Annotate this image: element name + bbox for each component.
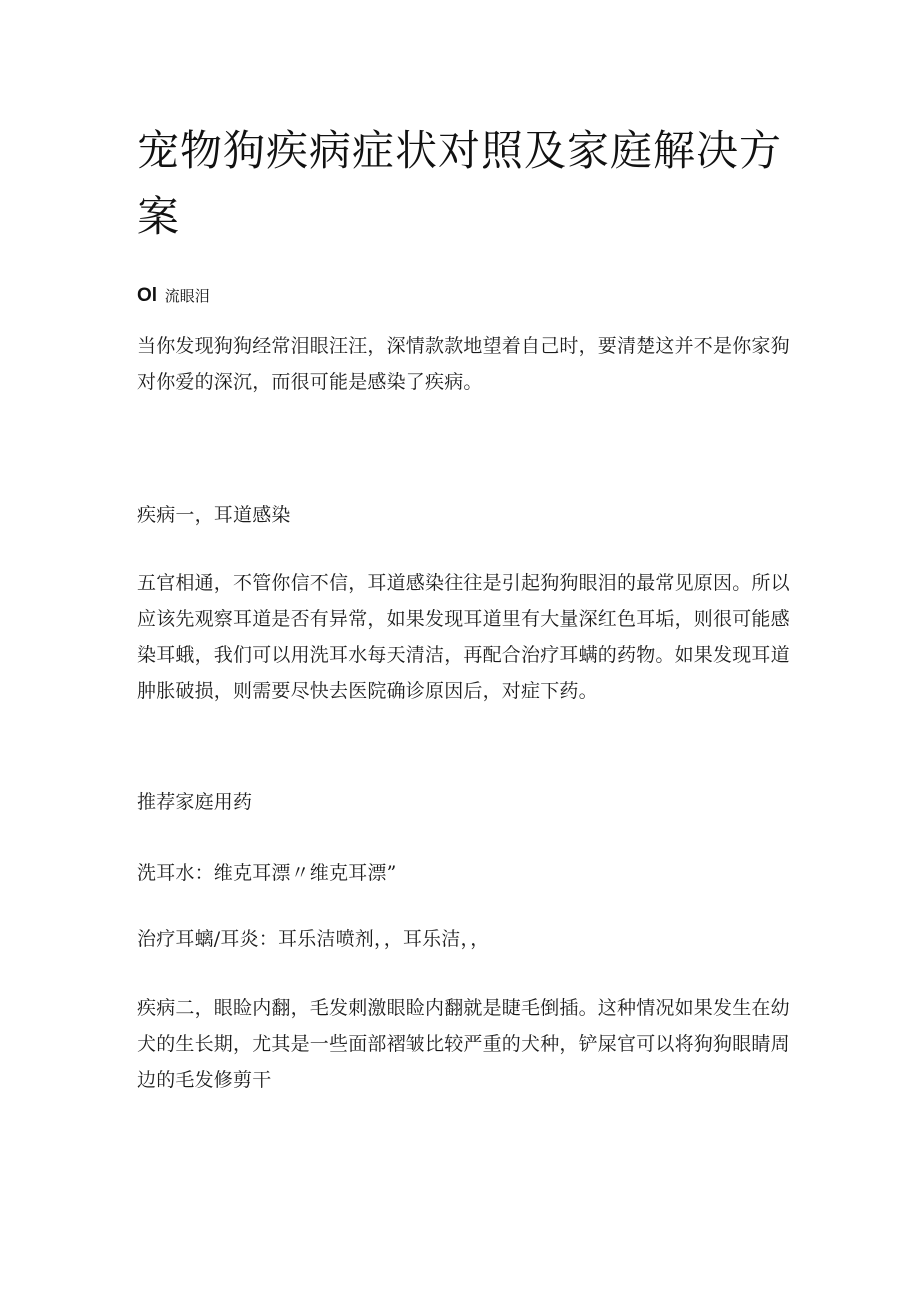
page-title: 宠物狗疾病症状对照及家庭解决方案	[137, 126, 783, 241]
section-number: Ol	[137, 285, 158, 306]
ear-mite-treatment-line: 治疗耳螭/耳炎：耳乐洁喷剂，，耳乐洁，，	[137, 928, 490, 950]
disease-two-paragraph: 疾病二，眼睑内翻，毛发刺激眼睑内翻就是睫毛倒插。这种情况如果发生在幼犬的生长期，尤其是一些面部褶皱比较严重的犬种，铲屎官可以将狗狗眼睛周边的毛发修剪干	[137, 997, 790, 1091]
intro-paragraph: 当你发现狗狗经常泪眼汪汪，深情款款地望着自己时，要清楚这并不是你家狗对你爱的深沉，而很可能是感染了疾病。	[137, 335, 790, 393]
recommended-medicine-heading: 推荐家庭用药	[137, 791, 253, 813]
section-label: 流眼泪	[164, 287, 210, 305]
disease-one-paragraph: 五官相通，不管你信不信，耳道感染往往是引起狗狗眼泪的最常见原因。所以应该先观察耳道是否有异常，如果发现耳道里有大量深红色耳垢，则很可能感染耳蛾，我们可以用洗耳水每天清洁，再配合治疗耳螨的药物。如果发现耳道肿胀破损，则需要尽快去医院确诊原因后，对症下药。	[137, 572, 790, 702]
ear-wash-line: 洗耳水：维克耳漂〃维克耳漂”	[137, 862, 397, 884]
section-heading	[137, 285, 210, 307]
disease-one-heading: 疾病一，耳道感染	[137, 504, 291, 526]
